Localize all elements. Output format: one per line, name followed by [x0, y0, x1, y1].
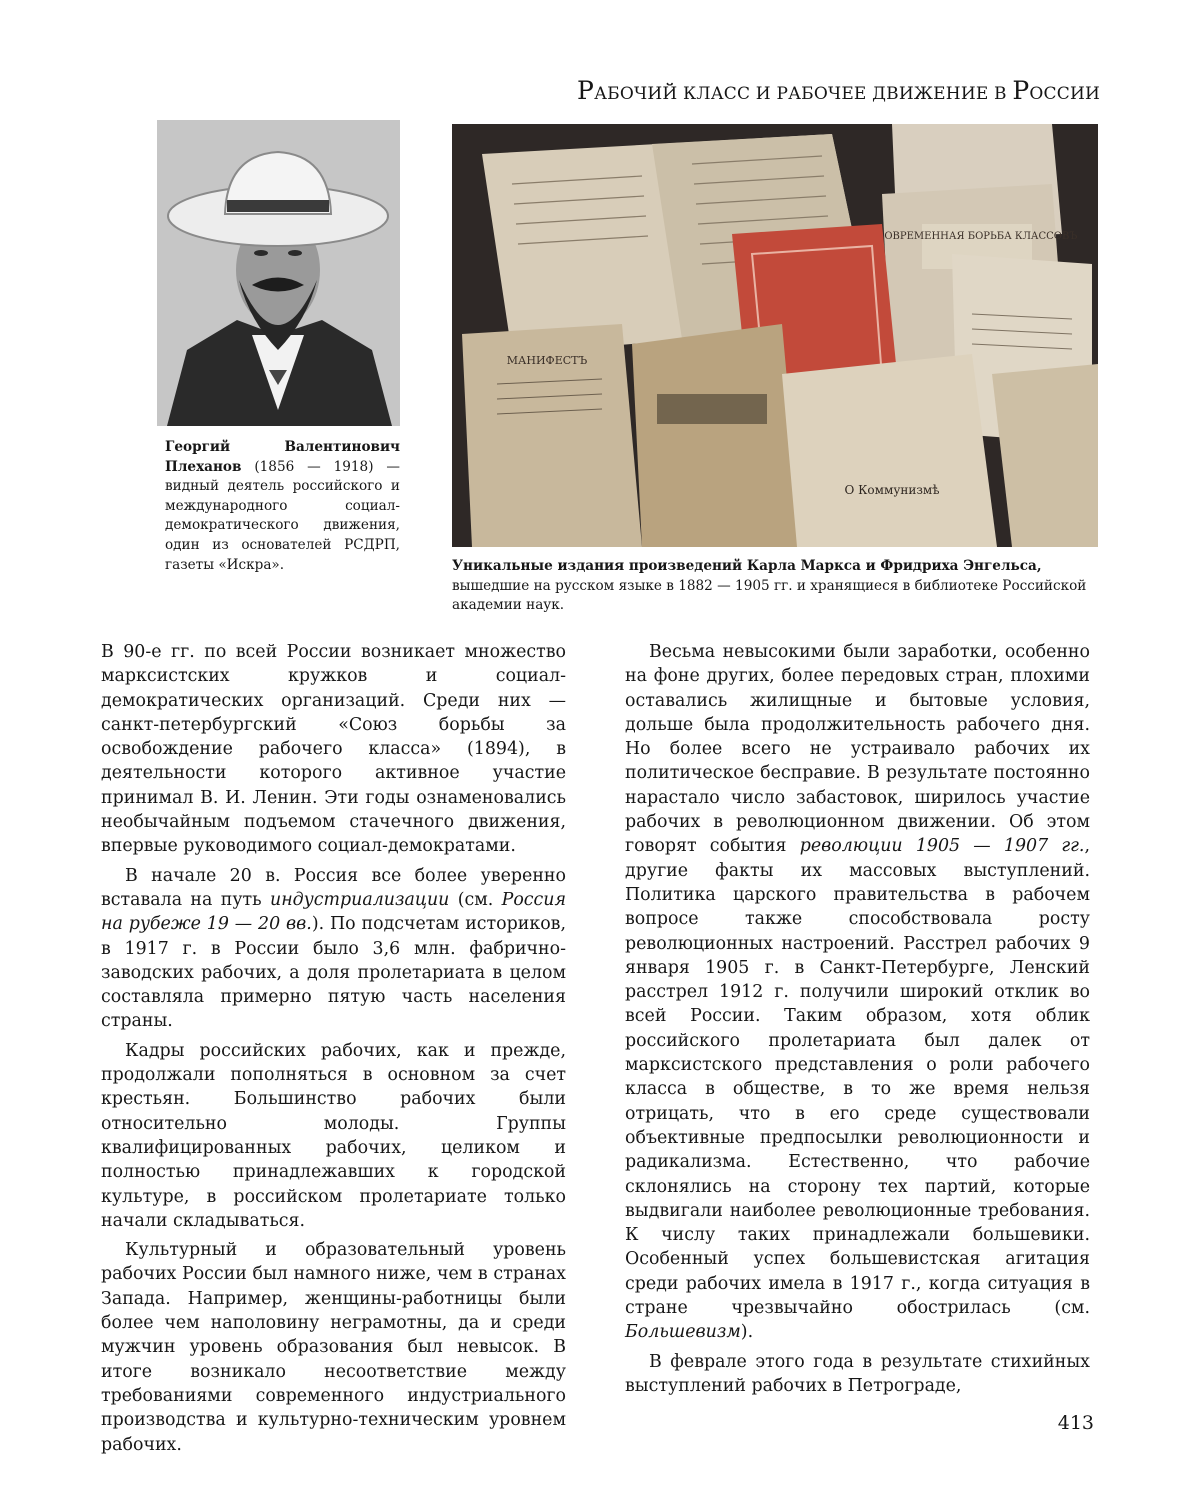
paragraph: В 90-е гг. по всей России возникает множество марксистских кружков и социал-демократических организаций. Среди них — санкт-петербургский «Союз борьбы за освобождение рабочего класса» (1894), в деятельности которого активное участие принимал В. И. Ленин. Эти годы ознаменовались необычайным подъемом стачечного движения, впервые руководимого социал-демократами. [101, 640, 566, 859]
book-title-1: СОВРЕМЕННАЯ БОРЬБА КЛАССОВЪ [877, 231, 1078, 242]
text-column-right [625, 640, 1090, 1403]
paragraph: В начале 20 в. Россия все более уверенно вставала на путь индустриализации (см. Россия на рубеже 19 — 20 вв.). По подсчетам историков, в 1917 г. в России было 3,6 млн. фабрично-заводских рабочих, а доля пролетариата в целом составляла примерно пятую часть населения страны. [101, 864, 566, 1034]
books-photo [452, 124, 1098, 547]
books-caption: Уникальные издания произведений Карла Маркса и Фридриха Энгельса, вышедшие на русском языке в 1882 — 1905 гг. и хранящиеся в библиотеке Российской академии наук. [452, 557, 1098, 616]
portrait-photo [157, 120, 400, 426]
portrait-caption: Георгий Валентинович Плеханов (1856 — 1918) — видный деятель российского и международного социал-демократического движения, один из основателей РСДРП, газеты «Искра». [165, 438, 400, 575]
text-column-left [101, 640, 566, 1462]
book-title-3: О Коммунизмѣ [844, 483, 939, 497]
running-header: РАБОЧИЙ КЛАСС И РАБОЧЕЕ ДВИЖЕНИЕ В РОССИИ [577, 76, 1100, 105]
paragraph: Весьма невысокими были заработки, особенно на фоне других, более передовых стран, плохими оставались жилищные и бытовые условия, дольше была продолжительность рабочего дня. Но более всего не устраивало рабочих их политическое бесправие. В результате постоянно нарастало число забастовок, ширилось участие рабочих в революционном движении. Об этом говорят события революции 1905 — 1907 гг., другие факты их массовых выступлений. Политика царского правительства в рабочем вопросе также способствовала росту революционных настроений. Расстрел рабочих 9 января 1905 г. в Санкт-Петербурге, Ленский расстрел 1912 г. получили широкий отклик во всей России. Таким образом, хотя облик российского пролетариата был далек от марксистского представления о роли рабочего класса в обществе, в то же время нельзя отрицать, что в его среде существовали объективные предпосылки революционности и радикализма. Естественно, что рабочие склонялись на сторону тех партий, которые выдвигали наиболее революционные требования. К числу таких принадлежали большевики. Особенный успех большевистская агитация среди рабочих имела в 1917 г., когда ситуация в стране чрезвычайно обострилась (см. Большевизм). [625, 640, 1090, 1345]
paragraph: В феврале этого года в результате стихийных выступлений рабочих в Петрограде, [625, 1350, 1090, 1399]
page-number: 413 [1058, 1412, 1094, 1434]
book-title-2: МАНИФЕСТЪ [507, 354, 588, 367]
paragraph: Культурный и образовательный уровень рабочих России был намного ниже, чем в странах Запада. Например, женщины-работницы были более чем наполовину неграмотны, да и среди мужчин уровень образования был невысок. В итоге возникало несоответствие между требованиями современного индустриального производства и культурно-техническим уровнем рабочих. [101, 1238, 566, 1457]
paragraph: Кадры российских рабочих, как и прежде, продолжали пополняться в основном за счет крестьян. Большинство рабочих были относительно молоды. Группы квалифицированных рабочих, целиком и полностью принадлежавших к городской культуре, в российском пролетариате только начали складываться. [101, 1039, 566, 1233]
